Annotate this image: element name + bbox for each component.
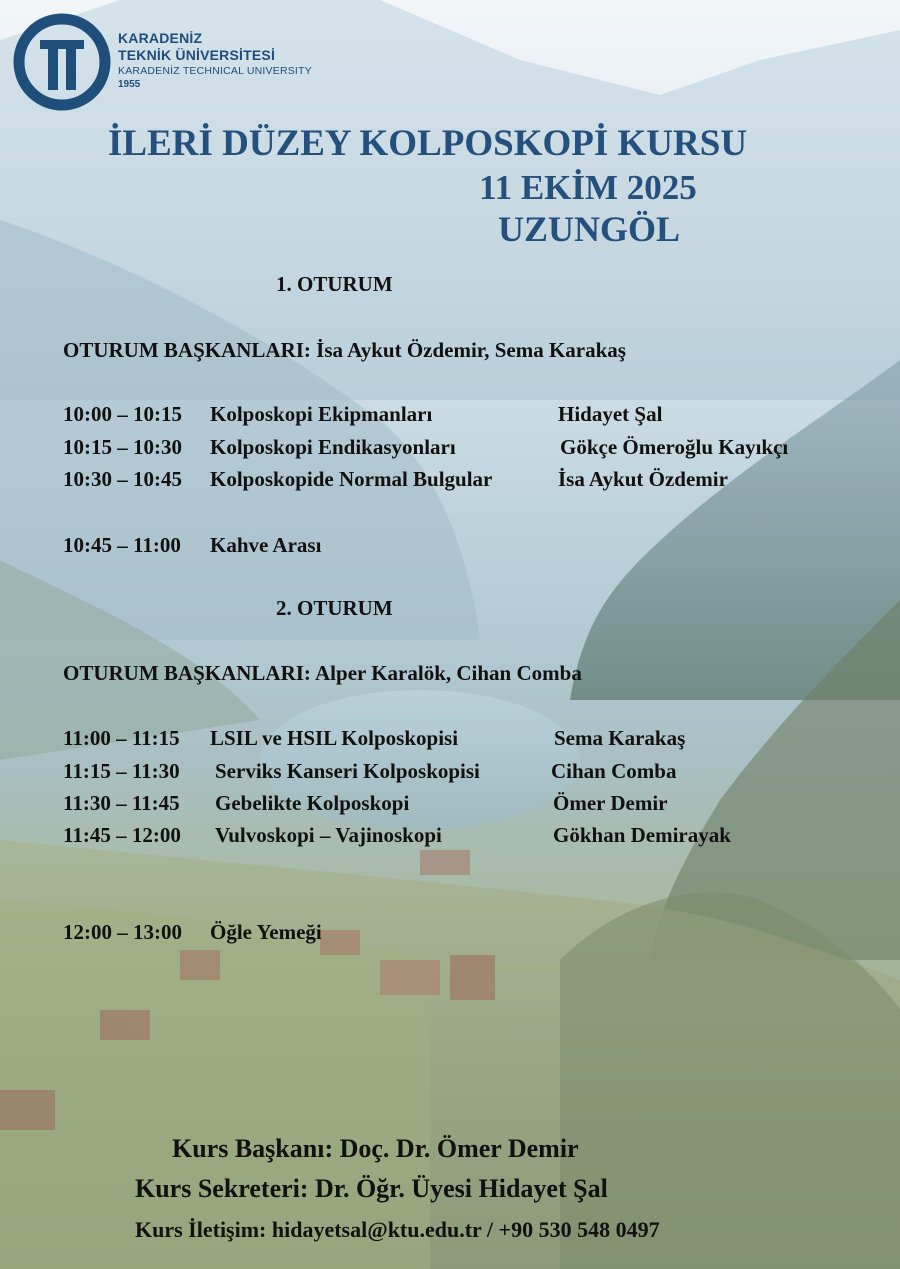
session-2-topic-4: Vulvoskopi – Vajinoskopi — [215, 823, 442, 847]
session-1-speaker-3: İsa Aykut Özdemir — [558, 467, 728, 491]
session-2-topic-2: Serviks Kanseri Kolposkopisi — [215, 759, 480, 783]
lunch-break-label: Öğle Yemeği — [210, 920, 322, 944]
session-2-time-2: 11:15 – 11:30 — [63, 759, 180, 783]
course-title: İLERİ DÜZEY KOLPOSKOPİ KURSU — [108, 123, 748, 164]
course-secretary: Kurs Sekreteri: Dr. Öğr. Üyesi Hidayet Şal — [135, 1174, 608, 1203]
session-2-time-3: 11:30 – 11:45 — [63, 791, 180, 815]
coffee-break-label: Kahve Arası — [210, 533, 322, 557]
session-2-chairs: OTURUM BAŞKANLARI: Alper Karalök, Cihan Comba — [63, 661, 582, 685]
session-2-time-1: 11:00 – 11:15 — [63, 726, 180, 750]
coffee-break-time: 10:45 – 11:00 — [63, 533, 181, 557]
session-2-speaker-3: Ömer Demir — [553, 791, 668, 815]
session-2-time-4: 11:45 – 12:00 — [63, 823, 181, 847]
session-2-speaker-4: Gökhan Demirayak — [553, 823, 731, 847]
university-name-en: KARADENİZ TECHNICAL UNIVERSITY — [118, 65, 312, 77]
session-2-title: 2. OTURUM — [276, 596, 393, 620]
lunch-break-time: 12:00 – 13:00 — [63, 920, 182, 944]
course-place: UZUNGÖL — [498, 209, 681, 249]
university-name-tr-2: TEKNİK ÜNİVERSİTESİ — [118, 47, 276, 63]
session-1-speaker-1: Hidayet Şal — [558, 402, 663, 426]
session-1-time-1: 10:00 – 10:15 — [63, 402, 182, 426]
ktu-logo — [12, 12, 112, 112]
course-president: Kurs Başkanı: Doç. Dr. Ömer Demir — [172, 1134, 579, 1163]
session-1-topic-2: Kolposkopi Endikasyonları — [210, 435, 456, 459]
session-1-time-3: 10:30 – 10:45 — [63, 467, 182, 491]
session-1-speaker-2: Gökçe Ömeroğlu Kayıkçı — [560, 435, 789, 459]
session-2-topic-3: Gebelikte Kolposkopi — [215, 791, 410, 815]
session-1-title: 1. OTURUM — [276, 272, 393, 296]
university-name-tr-1: KARADENİZ — [118, 30, 203, 46]
university-name — [118, 30, 312, 91]
session-1-time-2: 10:15 – 10:30 — [63, 435, 182, 459]
session-1-topic-3: Kolposkopide Normal Bulgular — [210, 467, 493, 491]
session-2-topic-1: LSIL ve HSIL Kolposkopisi — [210, 726, 459, 750]
session-1-chairs: OTURUM BAŞKANLARI: İsa Aykut Özdemir, Sema Karakaş — [63, 338, 626, 362]
course-date: 11 EKİM 2025 — [479, 168, 697, 207]
session-1-topic-1: Kolposkopi Ekipmanları — [210, 402, 433, 426]
university-year: 1955 — [118, 79, 141, 90]
course-contact: Kurs İletişim: hidayetsal@ktu.edu.tr / +90 530 548 0497 — [135, 1217, 660, 1242]
session-2-speaker-2: Cihan Comba — [551, 759, 677, 783]
session-2-speaker-1: Sema Karakaş — [554, 726, 686, 750]
